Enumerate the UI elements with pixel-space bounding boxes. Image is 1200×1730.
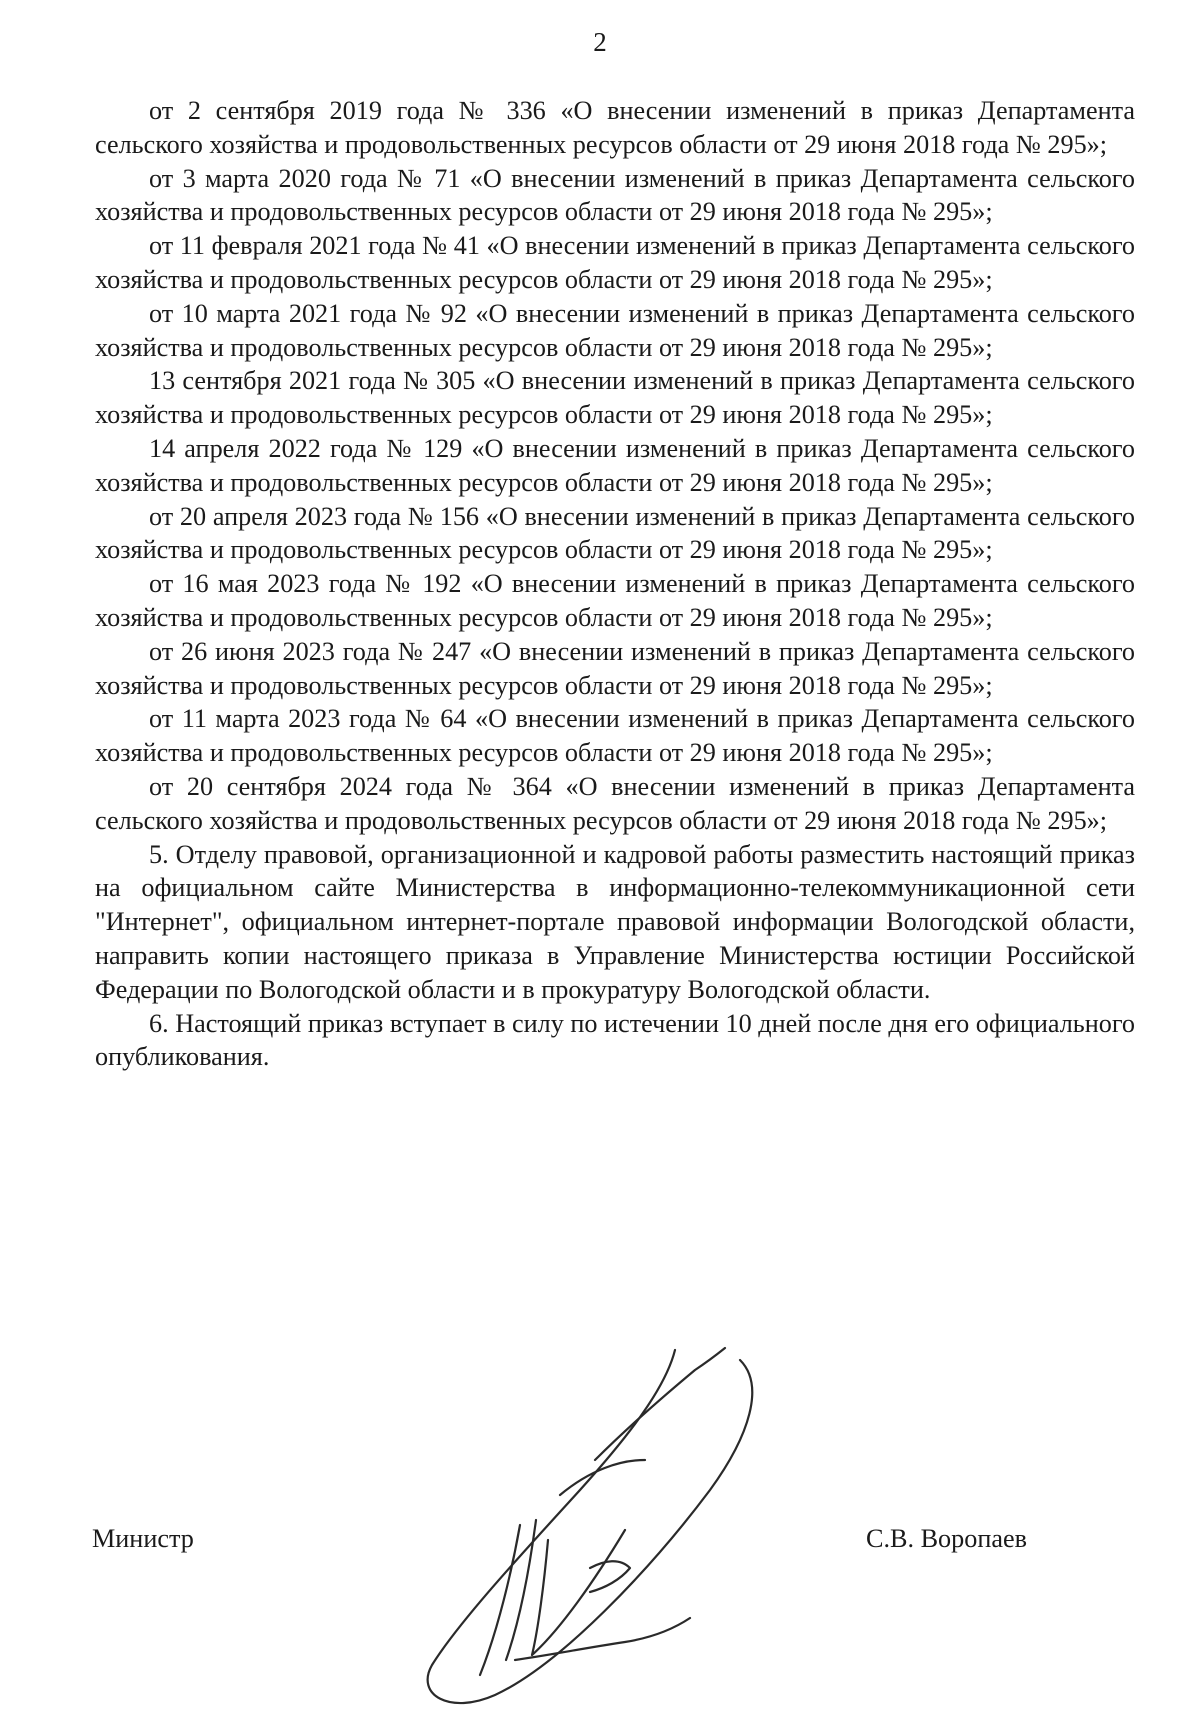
clause-6-paragraph: 6. Настоящий приказ вступает в силу по истечении 10 дней после дня его официального опубликования. (95, 1008, 1135, 1072)
amendment-paragraph: от 11 марта 2023 года № 64 «О внесении изменений в приказ Департамента сельского хозяйства и продовольственных ресурсов области от 29 июня 2018 года № 295»; (95, 704, 1135, 768)
document-body (95, 94, 1135, 1074)
signatory-name: С.В. Воропаев (866, 1524, 1027, 1553)
amendment-paragraph: 13 сентября 2021 года № 305 «О внесении изменений в приказ Департамента сельского хозяйства и продовольственных ресурсов области от 29 июня 2018 года № 295»; (95, 366, 1135, 430)
amendment-paragraph: от 2 сентября 2019 года № 336 «О внесении изменений в приказ Департамента сельского хозяйства и продовольственных ресурсов области от 29 июня 2018 года № 295»; (95, 96, 1135, 159)
amendment-paragraph: от 10 марта 2021 года № 92 «О внесении изменений в приказ Департамента сельского хозяйства и продовольственных ресурсов области от 29 июня 2018 года № 295»; (95, 298, 1135, 362)
amendment-paragraph: от 26 июня 2023 года № 247 «О внесении изменений в приказ Департамента сельского хозяйства и продовольственных ресурсов области от 29 июня 2018 года № 295»; (95, 636, 1135, 700)
amendment-paragraph: от 20 сентября 2024 года № 364 «О внесении изменений в приказ Департамента сельского хозяйства и продовольственных ресурсов области от 29 июня 2018 года № 295»; (95, 771, 1135, 835)
amendment-paragraph: от 11 февраля 2021 года № 41 «О внесении изменений в приказ Департамента сельского хозяйства и продовольственных ресурсов области от 29 июня 2018 года № 295»; (95, 231, 1135, 294)
amendment-paragraph: от 3 марта 2020 года № 71 «О внесении изменений в приказ Департамента сельского хозяйства и продовольственных ресурсов области от 29 июня 2018 года № 295»; (95, 163, 1135, 227)
amendment-paragraph: от 16 мая 2023 года № 192 «О внесении изменений в приказ Департамента сельского хозяйства и продовольственных ресурсов области от 29 июня 2018 года № 295»; (95, 569, 1135, 632)
amendment-paragraph: от 20 апреля 2023 года № 156 «О внесении изменений в приказ Департамента сельского хозяйства и продовольственных ресурсов области от 29 июня 2018 года № 295»; (95, 501, 1135, 565)
page-number: 2 (593, 27, 607, 57)
clause-5-paragraph: 5. Отделу правовой, организационной и кадровой работы разместить настоящий приказ на официальном сайте Министерства в информационно-телекоммуникационной сети "Интернет", официальном интернет-портале правовой информации Вологодской области, направить копии настоящего приказа в Управление Министерства юстиции Российской Федерации по Вологодской области и в прокуратуру Вологодской области. (95, 839, 1135, 1004)
amendment-paragraph: 14 апреля 2022 года № 129 «О внесении изменений в приказ Департамента сельского хозяйства и продовольственных ресурсов области от 29 июня 2018 года № 295»; (95, 433, 1135, 497)
signature-block (0, 1522, 1200, 1562)
signatory-position: Министр (92, 1524, 194, 1553)
